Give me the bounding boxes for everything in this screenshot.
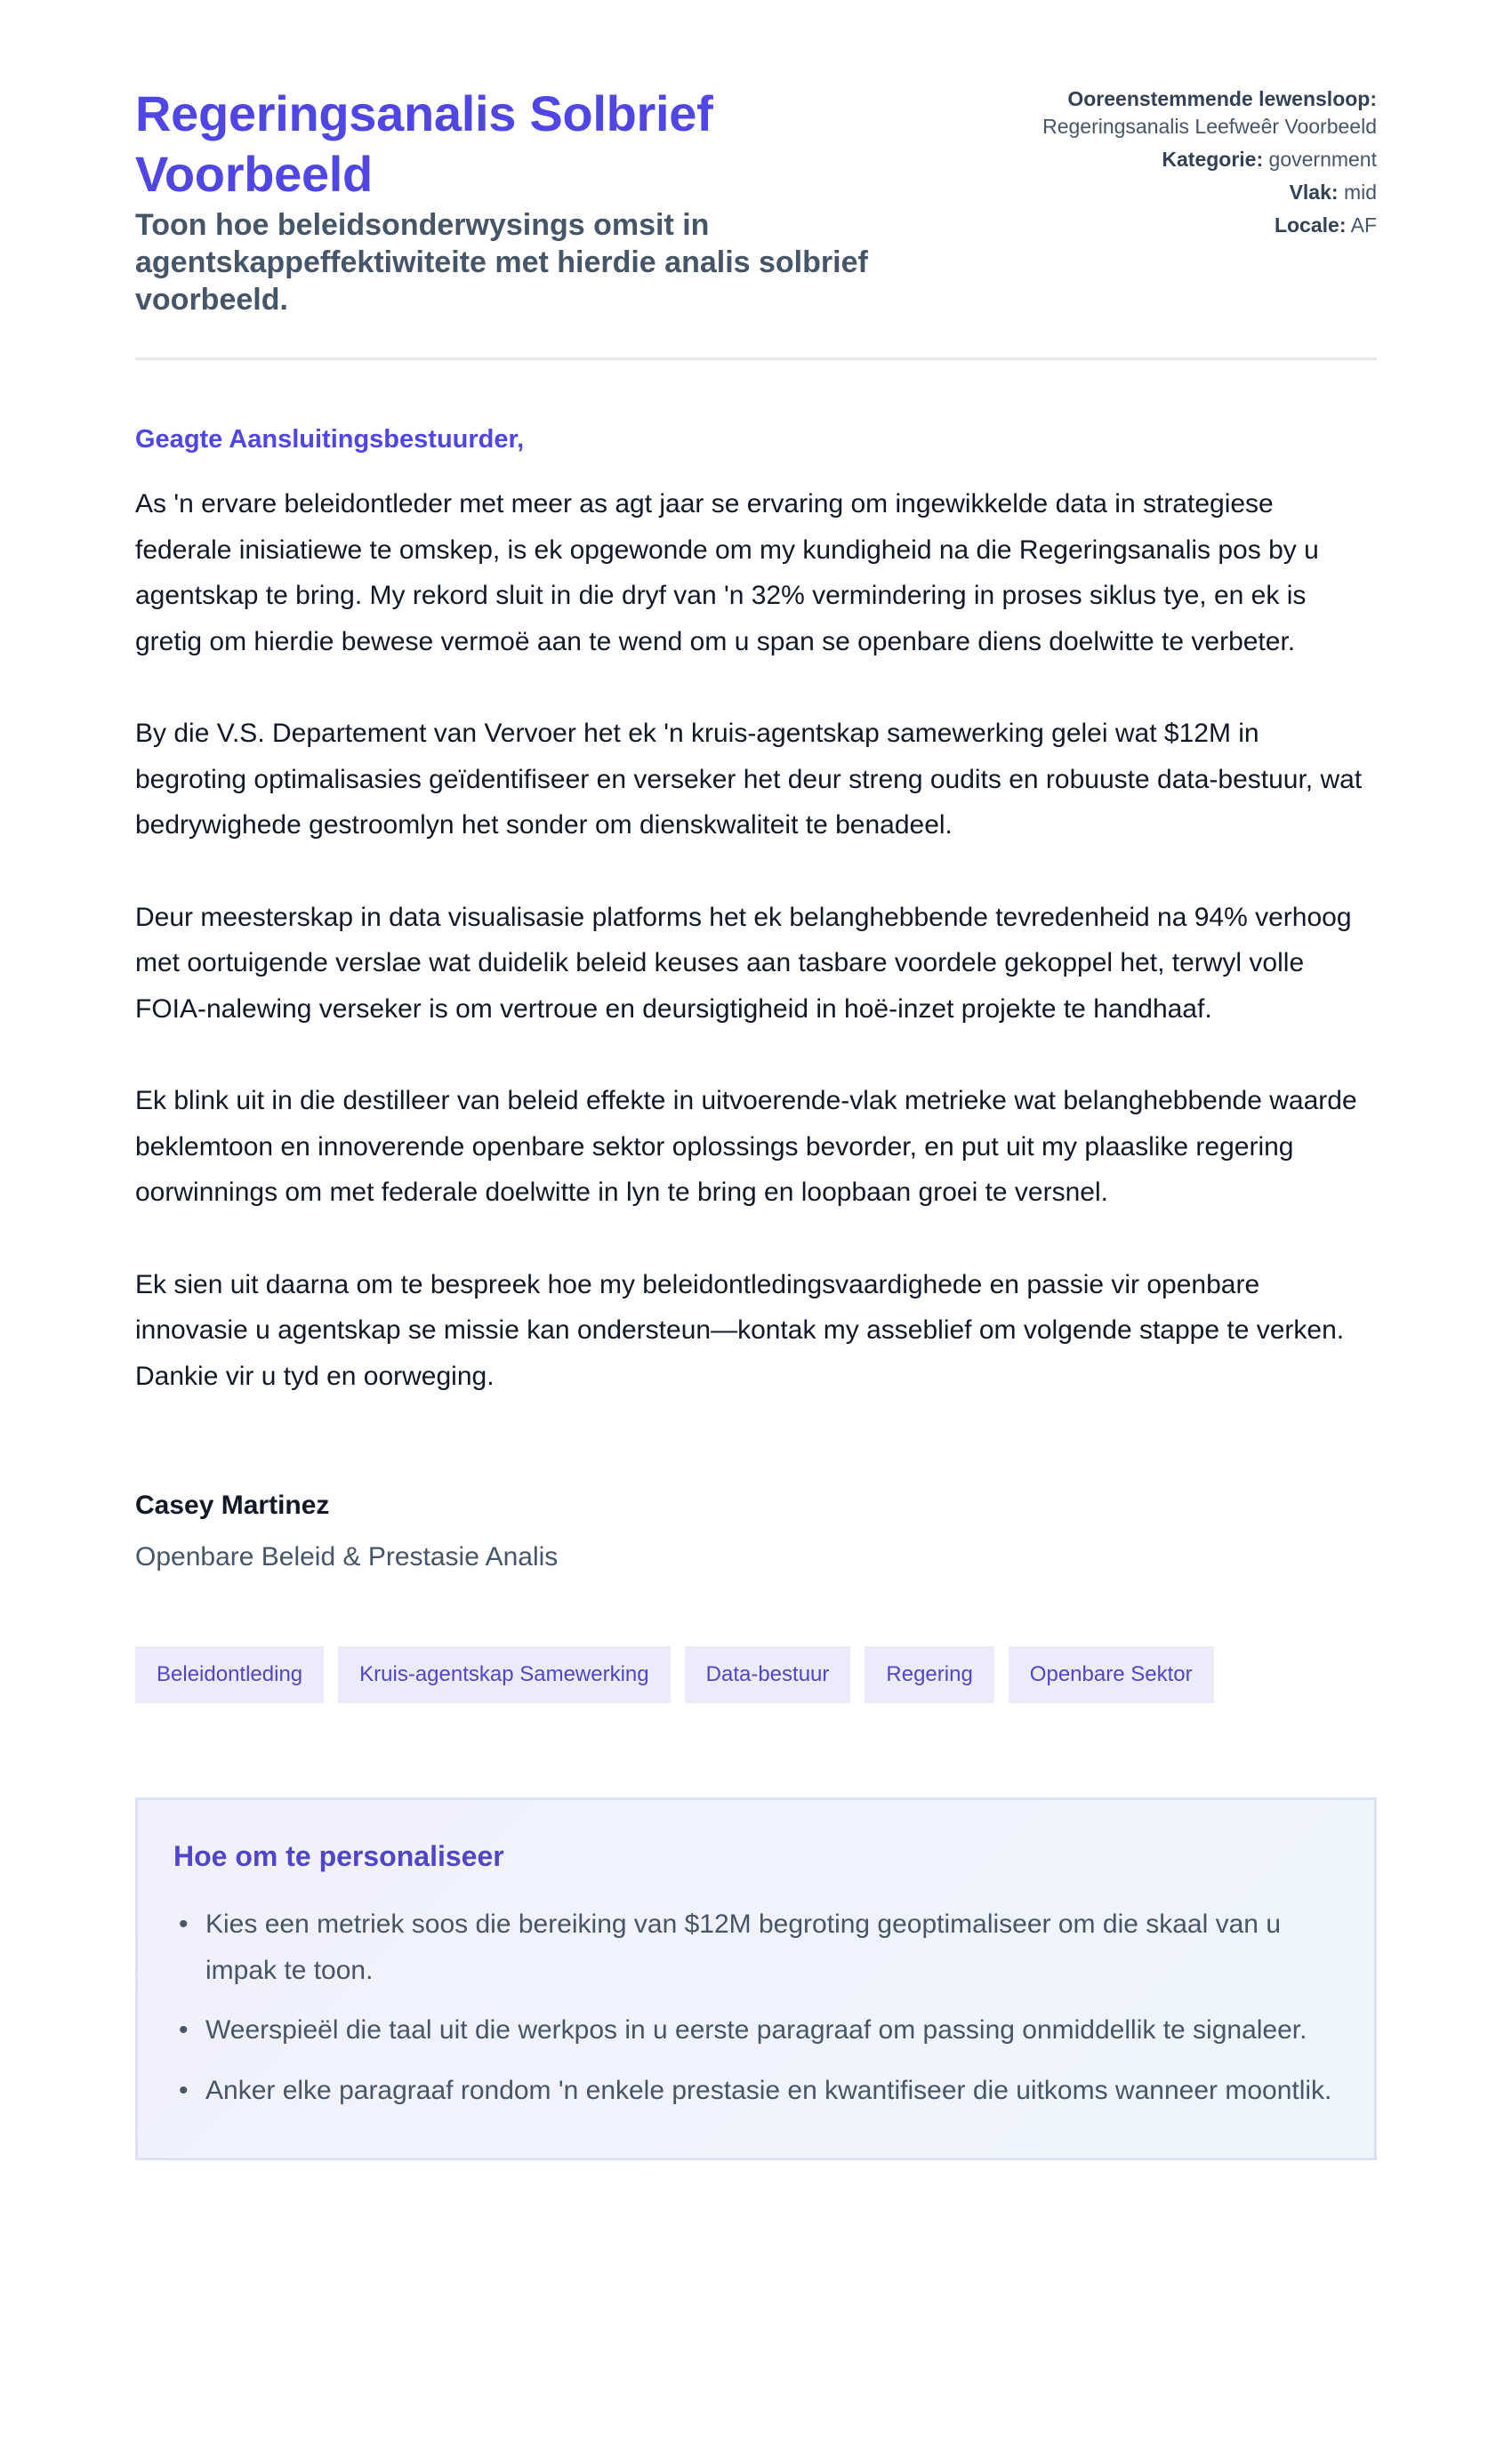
meta-label: Kategorie:: [1162, 148, 1264, 171]
tag-chip: Data-bestuur: [685, 1646, 851, 1703]
page-subtitle: Toon hoe beleidsonderwysings omsit in agentskappeffektiwiteite met hierdie analis solbrief voorbeeld.: [135, 208, 868, 317]
tag-chip: Regering: [865, 1646, 993, 1703]
tag-chip: Openbare Sektor: [1009, 1646, 1214, 1703]
tag-chip: Kruis-agentskap Samewerking: [338, 1646, 671, 1703]
tip-item: [179, 2068, 1339, 2114]
meta-locale: [1003, 212, 1377, 239]
tag-list: [135, 1646, 1377, 1703]
meta-value: government: [1268, 148, 1377, 171]
tips-list: [173, 1901, 1339, 2113]
personalization-tips: [135, 1797, 1377, 2160]
meta-label: Vlak:: [1289, 181, 1339, 204]
tip-text: Weerspieël die taal uit die werkpos in u eerste paragraaf om passing onmiddellik te signaleer.: [205, 2015, 1307, 2045]
signature-title: Openbare Beleid & Prestasie Analis: [135, 1542, 559, 1572]
meta-value: mid: [1343, 181, 1377, 204]
meta-value: AF: [1350, 213, 1377, 237]
signature-block: [135, 1488, 1377, 1575]
tip-text: Kies een metriek soos die bereiking van $12M begroting geoptimaliseer om die skaal van u impak te toon.: [205, 1909, 1282, 1985]
tip-item: [179, 1901, 1339, 1993]
bullet-icon: •: [179, 2015, 189, 2045]
letter-paragraph: Ek sien uit daarna om te bespreek hoe my beleidontledingsvaardighede en passie vir openbare innovasie u agentskap se missie kan ondersteun—kontak my asseblief om volgende stappe te verken. Dankie vir u tyd en oorweging.: [135, 1269, 1345, 1391]
meta-label: Ooreenstemmende lewensloop:: [1067, 87, 1377, 110]
tips-title: Hoe om te personaliseer: [173, 1840, 504, 1872]
bullet-icon: •: [179, 2075, 189, 2105]
meta-label: Locale:: [1274, 213, 1347, 237]
meta-value: Regeringsanalis Leefweêr Voorbeeld: [1042, 115, 1377, 138]
tip-text: Anker elke paragraaf rondom 'n enkele prestasie en kwantifiseer die uitkoms wanneer moontlik.: [205, 2075, 1332, 2105]
signature-name: Casey Martinez: [135, 1491, 330, 1520]
meta-matching-resume: [1003, 85, 1377, 141]
metadata-panel: [1003, 84, 1377, 245]
page-title: Regeringsanalis Solbrief Voorbeeld: [135, 85, 713, 202]
letter-paragraph: Ek blink uit in die destilleer van beleid effekte in uitvoerende-vlak metrieke wat belanghebbende waarde beklemtoon en innoverende openbare sektor oplossings bevorder, en put uit my plaaslike regering oorwinnings om met federale doelwitte in lyn te bring en loopbaan groei te versnel.: [135, 1086, 1357, 1207]
header-title-block: [135, 84, 953, 318]
letter-body: [135, 422, 1377, 1575]
tip-item: [179, 2007, 1339, 2054]
meta-level: [1003, 179, 1377, 206]
bullet-icon: •: [179, 1909, 189, 1939]
tag-chip: Beleidontleding: [135, 1646, 324, 1703]
letter-paragraph: By die V.S. Departement van Vervoer het ek 'n kruis-agentskap samewerking gelei wat $12M in begroting optimalisasies geïdentifiseer en verseker het deur streng oudits en robuuste data-bestuur, wat bedrywighede gestroomlyn het sonder om dienskwaliteit te benadeel.: [135, 719, 1363, 840]
meta-category: [1003, 146, 1377, 173]
letter-paragraph: Deur meesterskap in data visualisasie platforms het ek belanghebbende tevredenheid na 94% verhoog met oortuigende verslae wat duidelik beleid keuses aan tasbare voordele gekoppel het, terwyl volle FOIA-nalewing verseker is om vertroue en deursigtigheid in hoë-inzet projekte te handhaaf.: [135, 902, 1352, 1024]
letter-greeting: Geagte Aansluitingsbestuurder,: [135, 425, 525, 454]
cover-letter-page: [135, 0, 1377, 2244]
page-header: [135, 84, 1377, 360]
letter-paragraph: As 'n ervare beleidontleder met meer as agt jaar se ervaring om ingewikkelde data in strategiese federale inisiatiewe te omskep, is ek opgewonde om my kundigheid na die Regeringsanalis pos by u agentskap te bring. My rekord sluit in die dryf van 'n 32% vermindering in proses siklus tye, en ek is gretig om hierdie bewese vermoë aan te wend om u span se openbare diens doelwitte te verbeter.: [135, 489, 1319, 656]
